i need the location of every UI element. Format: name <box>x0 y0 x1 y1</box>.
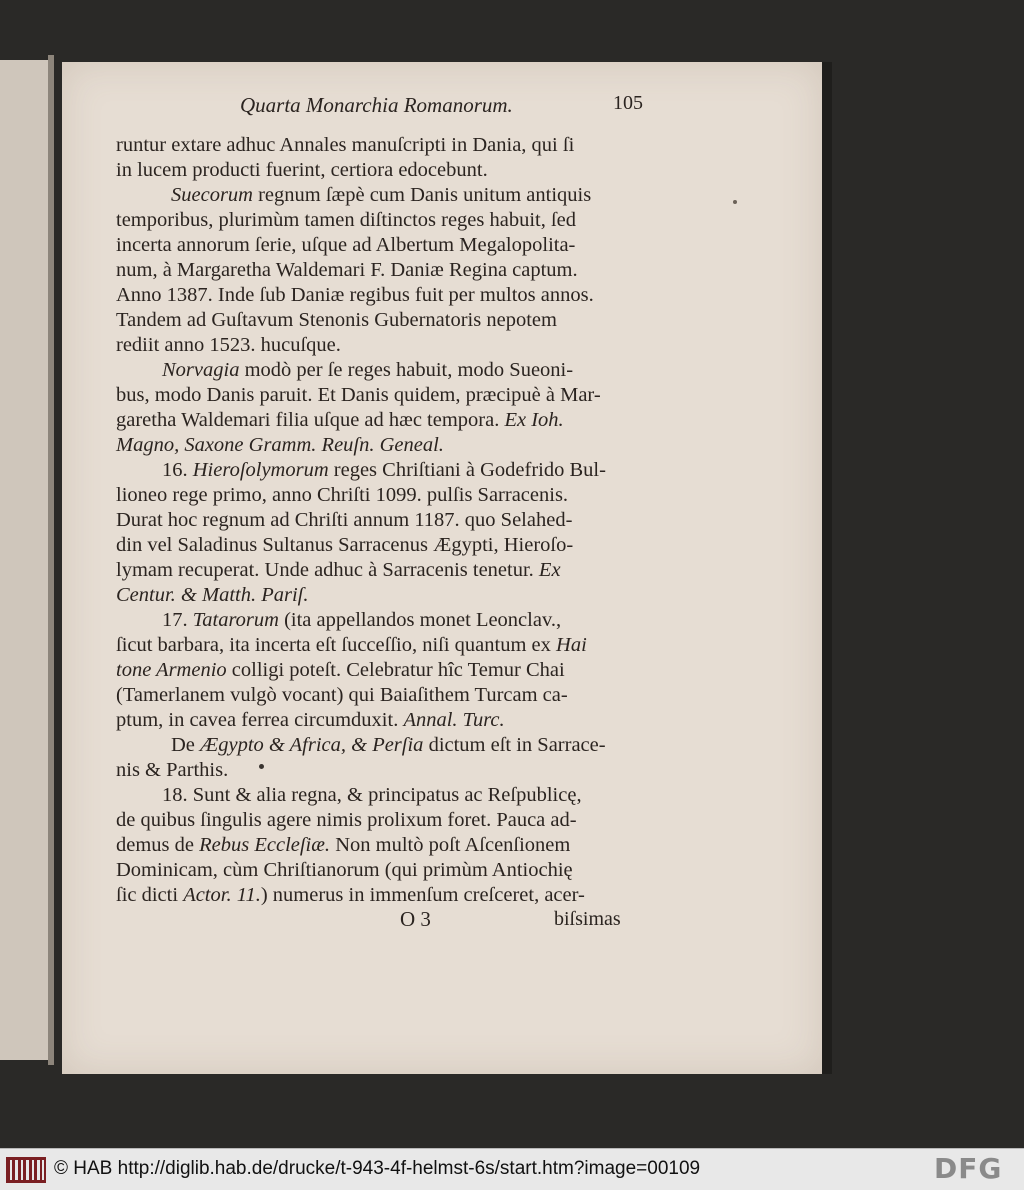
text-segment: Tatarorum <box>192 609 279 631</box>
left-page-edge <box>0 60 52 1060</box>
text-segment: ) numerus in immenſum creſceret, acer- <box>260 884 585 906</box>
text-segment: 16. <box>162 459 193 481</box>
text-segment: Anno 1387. Inde ſub Daniæ regibus fuit per multos annos. <box>116 284 594 306</box>
text-segment: Ex <box>538 559 561 581</box>
book-gutter <box>48 55 54 1065</box>
text-segment: num, à Margaretha Waldemari F. Daniæ Regina captum. <box>116 259 578 281</box>
text-line <box>116 707 505 733</box>
text-segment: Dominicam, cùm Chriſtianorum (qui primùm Antiochię <box>116 859 573 881</box>
text-segment: bus, modo Danis paruit. Et Danis quidem, præcipuè à Mar- <box>116 384 601 406</box>
text-line <box>116 132 574 158</box>
bottom-credit-bar <box>0 1148 1024 1190</box>
credit-url[interactable]: © HAB http://diglib.hab.de/drucke/t-943-4f-helmst-6s/start.htm?image=00109 <box>54 1158 701 1179</box>
signature-mark: O 3 <box>400 907 431 931</box>
text-line <box>116 807 577 833</box>
text-line <box>116 407 564 433</box>
paper-spot <box>733 200 737 204</box>
text-segment: Hieroſolymorum <box>192 459 329 481</box>
running-title: Quarta Monarchia Romanorum. <box>240 93 513 117</box>
text-segment: din vel Saladinus Sultanus Sarracenus Ægypti, Hieroſo- <box>116 534 574 556</box>
text-segment: 18. Sunt & alia regna, & principatus ac Reſpublicę, <box>162 784 582 806</box>
text-segment: Actor. 11. <box>183 884 261 906</box>
text-segment: in lucem producti fuerint, certiora edocebunt. <box>116 159 488 181</box>
text-segment: ſic dicti <box>116 884 184 906</box>
text-line <box>116 282 594 308</box>
text-line <box>162 457 606 483</box>
text-line <box>162 357 573 383</box>
text-segment: Norvagia <box>162 359 240 381</box>
text-line <box>116 232 575 258</box>
text-segment: Non multò poſt Aſcenſionem <box>330 834 571 856</box>
text-line <box>171 732 606 758</box>
text-segment: Hai <box>556 634 587 656</box>
text-segment: Tandem ad Guſtavum Stenonis Gubernatoris nepotem <box>116 309 557 331</box>
ink-dot <box>259 764 264 769</box>
text-segment: (ita appellandos monet Leonclav., <box>278 609 562 631</box>
text-segment: Durat hoc regnum ad Chriſti annum 1187. quo Selahed- <box>116 509 573 531</box>
text-segment: nis & Parthis. <box>116 759 229 781</box>
text-line <box>116 557 561 583</box>
text-segment: demus de <box>116 834 200 856</box>
text-line <box>116 657 565 683</box>
text-segment: tone Armenio <box>116 659 227 681</box>
text-line <box>116 307 557 333</box>
text-line <box>116 532 573 558</box>
text-segment: Rebus Eccleſiæ. <box>199 834 331 856</box>
text-line <box>116 332 341 358</box>
text-segment: 17. <box>162 609 193 631</box>
text-line <box>116 207 576 233</box>
text-line <box>116 507 572 533</box>
text-line <box>116 257 578 283</box>
text-segment: Suecorum <box>171 184 253 206</box>
text-segment: runtur extare adhuc Annales manuſcripti in Dania, qui ſi <box>116 134 575 156</box>
text-segment: incerta annorum ſerie, uſque ad Albertum Megalopolita- <box>116 234 576 256</box>
text-line <box>116 157 488 183</box>
text-line <box>162 607 561 633</box>
page-number: 105 <box>613 92 643 114</box>
text-segment: garetha Waldemari filia uſque ad hæc tempora. <box>116 409 505 431</box>
text-segment: regnum ſæpè cum Danis unitum antiquis <box>252 184 592 206</box>
text-line <box>116 582 308 608</box>
text-segment: Magno, Saxone Gramm. Reuſn. Geneal. <box>116 434 444 456</box>
text-line <box>116 432 444 458</box>
hab-barcode-logo-icon <box>6 1157 46 1183</box>
page-shadow <box>822 62 832 1074</box>
text-segment: modò per ſe reges habuit, modo Sueoni- <box>239 359 574 381</box>
text-segment: reges Chriſtiani à Godefrido Bul- <box>328 459 606 481</box>
text-segment: de quibus ſingulis agere nimis prolixum foret. Pauca ad- <box>116 809 577 831</box>
text-segment: Ex Ioh. <box>504 409 564 431</box>
text-segment: rediit anno 1523. hucuſque. <box>116 334 341 356</box>
text-segment: Annal. Turc. <box>403 709 505 731</box>
text-segment: temporibus, plurimùm tamen diſtinctos reges habuit, ſed <box>116 209 577 231</box>
text-line <box>116 632 587 658</box>
text-line <box>116 832 570 858</box>
text-segment: Ægypto & Africa, & Perſia <box>200 734 424 756</box>
text-segment: lymam recuperat. Unde adhuc à Sarracenis tenetur. <box>116 559 539 581</box>
catchword: biſsimas <box>554 908 621 930</box>
text-segment: (Tamerlanem vulgò vocant) qui Baiaſithem Turcam ca- <box>116 684 568 706</box>
text-line <box>116 857 573 883</box>
text-line <box>116 482 568 508</box>
dfg-logo: DFG <box>934 1152 1003 1185</box>
text-segment: ptum, in cavea ferrea circumduxit. <box>116 709 404 731</box>
text-segment: De <box>171 734 201 756</box>
text-segment: lioneo rege primo, anno Chriſti 1099. pulſis Sarracenis. <box>116 484 569 506</box>
text-line <box>162 782 582 808</box>
text-segment: dictum eſt in Sarrace- <box>423 734 606 756</box>
text-line <box>116 882 585 908</box>
text-line <box>116 682 568 708</box>
text-line <box>116 757 228 783</box>
text-segment: ſicut barbara, ita incerta eſt ſucceſſio, niſi quantum ex <box>116 634 557 656</box>
text-line <box>116 382 601 408</box>
text-line <box>171 182 591 208</box>
text-segment: colligi poteſt. Celebratur hîc Temur Chai <box>226 659 565 681</box>
text-segment: Centur. & Matth. Pariſ. <box>116 584 309 606</box>
